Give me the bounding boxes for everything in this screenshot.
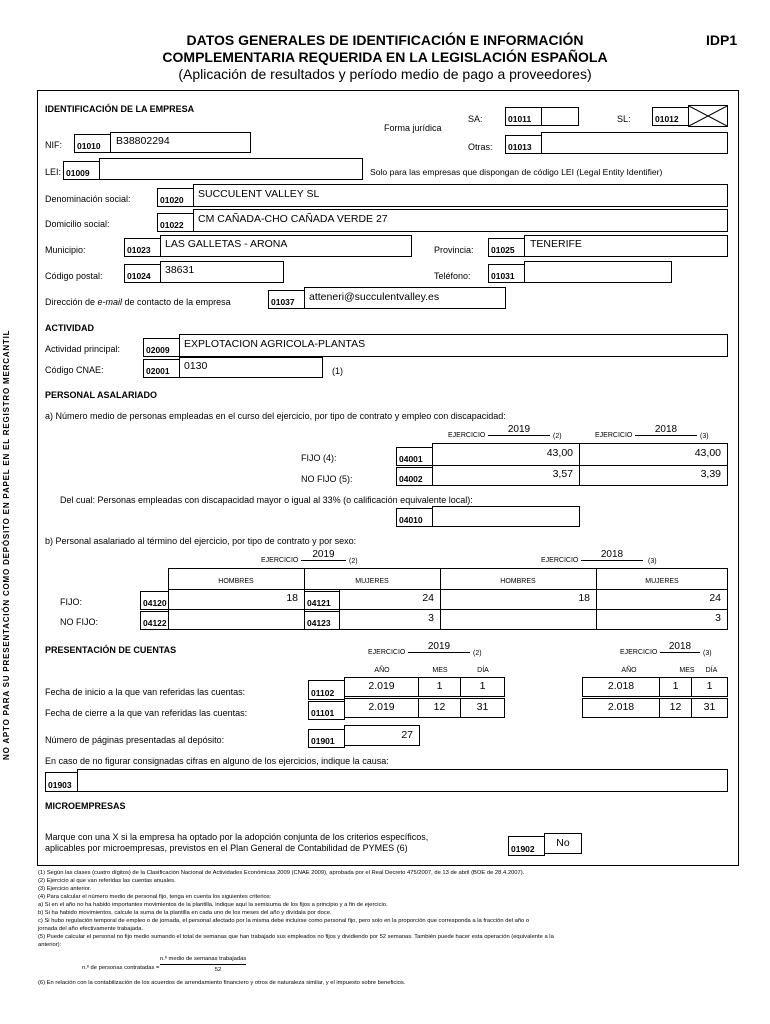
year1-note-a: (2) [553,433,562,440]
nofijo-code: 04002 [396,467,433,486]
inicio-dia2-value: 1 [706,680,713,692]
b-hombres-1: HOMBRES [218,578,254,585]
prov-label: Provincia: [434,245,474,255]
b-mujeres-1: MUJERES [355,578,389,585]
cierre-mes2-value: 12 [669,701,682,713]
x-mark-icon [689,106,727,126]
denom-label: Denominación social: [45,194,131,204]
formula-denominator: 52 [214,967,222,973]
year2-note-b: (3) [648,558,657,565]
inicio-dia1-value: 1 [479,680,486,692]
sl-box-checked[interactable] [688,105,728,127]
year2-a: 2018 [635,425,697,436]
year1-note-c: (2) [473,650,482,657]
footnote-4c: c) Si hubo regulación temporal de empleo o de jornada, el personal afectado por la misma debe incluirse como personal fijo, pero solo en la proporción que corresponda a la fracción del año o [38,918,530,924]
tel-code: 01031 [488,264,525,283]
nofijo-label: NO FIJO (5): [301,474,353,484]
prov-code: 01025 [488,238,525,257]
causa-label: En caso de no figurar consignadas cifras en alguno de los ejercicios, indique la causa: [45,756,389,766]
sa-label: SA: [468,114,483,124]
actividad-heading: ACTIVIDAD [45,323,94,333]
year1-b: 2019 [301,550,346,561]
lei-field[interactable] [99,158,363,180]
cierre-dia2-value: 31 [703,701,716,713]
otras-label: Otras: [468,142,493,152]
title-line2: COMPLEMENTARIA REQUERIDA EN LA LEGISLACIÓN ESPAÑOLA [162,49,608,65]
title-line1: DATOS GENERALES DE IDENTIFICACIÓN E INFORMACIÓN [186,32,584,48]
denom-code: 01020 [157,188,194,207]
b-fijo-m1: 24 [422,592,434,604]
dia-h1: DÍA [477,667,489,674]
cnae-code: 02001 [143,359,180,378]
footnote-4: (4) Para calcular el número medio de personal fijo, tenga en cuenta los siguientes criterios: [38,894,272,900]
b-nofijo-h-code: 04122 [140,611,169,630]
cierre-code: 01101 [308,701,345,720]
year1-c: 2019 [408,642,470,653]
sa-code: 01011 [505,107,542,126]
sl-label: SL: [617,114,631,124]
cierre-dia1-value: 31 [476,701,489,713]
disc-text: Del cual: Personas empleadas con discapacidad mayor o igual al 33% (o calificación equivalente local): [60,495,473,505]
b-nofijo-m1: 3 [428,612,434,624]
footnote-6: (6) En relación con la contabilización de los acuerdos de arrendamiento financiero y otros de naturaleza similar, y el impuesto sobre beneficios. [38,980,406,986]
fijo-v1: 43,00 [546,447,573,459]
paginas-value: 27 [401,729,413,741]
b-hombres-2: HOMBRES [500,578,536,585]
footnote-5: (5) Puede calcular el personal no fijo medio sumando el total de semanas que han trabajado sus empleados no fijos y dividiendo por 52 semanas. También puede hacer esta operación (equivalente a la [38,934,554,940]
side-disclaimer: NO APTO PARA SU PRESENTACIÓN COMO DEPÓSITO EN PAPEL EN EL REGISTRO MERCANTIL [2,329,11,760]
b-mujeres-2: MUJERES [645,578,679,585]
mun-value: LAS GALLETAS - ARONA [165,238,288,250]
sa-box[interactable] [541,107,579,126]
cp-label: Código postal: [45,271,103,281]
micro-value: No [556,837,570,849]
ap-label: Actividad principal: [45,344,121,354]
b-fijo-label: FIJO: [60,597,82,607]
micro-heading: MICROEMPRESAS [45,801,126,811]
year1-a: 2019 [488,425,550,436]
inicio-code: 01102 [308,680,345,700]
dom-code: 01022 [157,213,194,232]
fijo-code: 04001 [396,447,433,466]
b-fijo-h1: 18 [286,592,298,604]
footnote-2: (2) Ejercicio al que van referidas las cuentas anuales. [38,878,176,884]
otras-field[interactable] [541,132,728,154]
nofijo-v1: 3,57 [552,468,573,480]
year2-b: 2018 [581,550,643,561]
mes-h1: MES [432,667,448,674]
b-fijo-m2: 24 [709,592,721,604]
formula-numerator: n.º medio de semanas trabajadas [160,957,246,965]
email-label: Dirección de e-mail de contacto de la empresa [45,297,231,307]
causa-field[interactable] [77,769,728,792]
ej-label-2: EJERCICIO [595,432,633,439]
disc-code: 04010 [396,508,433,527]
footnote-1: (1) Según las clases (cuatro dígitos) de la Clasificación Nacional de Actividades Económicas 2009 (CNAE 2009), aprobada por el Real Decreto 475/2007, de 13 de abril (BOE de 28.4.2007). [38,870,525,876]
nif-label: NIF: [45,140,62,150]
nofijo-v2: 3,39 [700,468,721,480]
ano-h1: AÑO [374,667,390,674]
sl-code: 01012 [652,107,689,126]
ej-label-b2: EJERCICIO [541,557,579,564]
inicio-label: Fecha de inicio a la que van referidas las cuentas: [45,687,246,697]
ej-label-c1: EJERCICIO [368,649,406,656]
denom-value: SUCCULENT VALLEY SL [198,188,320,200]
lei-note: Solo para las empresas que dispongan de código LEI (Legal Entity Identifier) [370,167,663,177]
personal-a-text: a) Número medio de personas empleadas en el curso del ejercicio, por tipo de contrato y empleo con discapacidad: [45,411,506,421]
b-fijo-h2: 18 [578,592,590,604]
paginas-label: Número de páginas presentadas al depósito: [45,735,225,745]
nif-code: 01010 [74,134,111,153]
disc-field[interactable] [432,506,580,527]
cuentas-heading: PRESENTACIÓN DE CUENTAS [45,645,177,655]
micro-text-2: aplicables por microempresas, previstos en el Plan General de Contabilidad de PYMES (6) [45,843,408,853]
micro-code: 01902 [508,836,545,856]
year1-note-b: (2) [349,558,358,565]
nif-value: B38802294 [116,135,170,147]
cp-code: 01024 [124,264,161,283]
fijo-v2: 43,00 [694,447,721,459]
forma-label: Forma jurídica [384,123,442,133]
b-nofijo-m2: 3 [715,612,721,624]
footnote-4c-cont: jornada del año efectivamente trabajada. [38,926,144,932]
footnote-4b: b) Si ha habido movimientos, calcule la suma de la plantilla en cada uno de los meses del año y divídala por doce. [38,910,332,916]
prov-value: TENERIFE [530,238,582,250]
b-nofijo-m-code: 04123 [304,611,340,630]
empresa-heading: IDENTIFICACIÓN DE LA EMPRESA [45,104,195,114]
title-line3: (Aplicación de resultados y período medio de pago a proveedores) [178,66,592,82]
b-fijo-m-code: 04121 [304,591,340,610]
cierre-ano1-value: 2.019 [368,701,395,713]
ej-label-b1: EJERCICIO [261,557,299,564]
ap-code: 02009 [143,338,180,357]
mes-h2: MES [679,667,695,674]
footnote-5-cont: anterior): [38,942,62,948]
ej-label-c2: EJERCICIO [620,649,658,656]
cp-value: 38631 [165,264,195,276]
year2-note-a: (3) [700,433,709,440]
otras-code: 01013 [505,135,542,154]
footnote-4a: a) Si en el año no ha habido importantes movimientos de la plantilla, indique aquí la semisuma de los fijos a principio y a fin de ejercicio. [38,902,388,908]
year2-c: 2018 [660,642,700,653]
footnote-3: (3) Ejercicio anterior. [38,886,92,892]
dia-h2: DÍA [705,667,718,674]
fijo-label: FIJO (4): [301,453,337,463]
causa-code: 01903 [45,772,78,792]
formula-left: n.º de personas contratadas = [82,965,160,971]
dom-value: CM CAÑADA-CHO CAÑADA VERDE 27 [198,213,388,225]
tel-field[interactable] [524,261,672,283]
mun-code: 01023 [124,238,161,257]
personal-b-text: b) Personal asalariado al término del ejercicio, por tipo de contrato y por sexo: [45,536,357,546]
cierre-label: Fecha de cierre a la que van referidas las cuentas: [45,708,248,718]
lei-label: LEI: [45,167,62,177]
cnae-label: Código CNAE: [45,365,104,375]
b-nofijo-label: NO FIJO: [60,617,98,627]
inicio-ano2-value: 2.018 [607,680,635,692]
dom-label: Domicilio social: [45,219,110,229]
ap-value: EXPLOTACION AGRICOLA-PLANTAS [184,338,366,350]
inicio-mes2-value: 1 [672,680,679,692]
inicio-ano1-value: 2.019 [368,680,395,692]
lei-code: 01009 [63,161,100,180]
email-value: atteneri@succulentvalley.es [309,291,440,303]
ej-label-1: EJERCICIO [448,432,486,439]
email-code: 01037 [268,290,305,309]
cnae-note: (1) [332,366,343,376]
cierre-mes1-value: 12 [433,701,446,713]
year2-note-c: (3) [703,650,712,657]
cierre-ano2-value: 2.018 [607,701,635,713]
paginas-code: 01901 [308,729,345,748]
ano-h2: AÑO [621,667,637,674]
b-fijo-h-code: 04120 [140,591,169,610]
mun-label: Municipio: [45,245,86,255]
inicio-mes1-value: 1 [436,680,443,692]
micro-text-1: Marque con una X si la empresa ha optado por la adopción conjunta de los criterios específicos, [45,832,429,842]
cnae-value: 0130 [184,360,208,372]
personal-heading: PERSONAL ASALARIADO [45,390,158,400]
b-nofijo-h1-field[interactable] [168,609,305,630]
b-nofijo-h2-field[interactable] [440,609,597,630]
form-code: IDP1 [706,32,738,48]
tel-label: Teléfono: [434,271,471,281]
